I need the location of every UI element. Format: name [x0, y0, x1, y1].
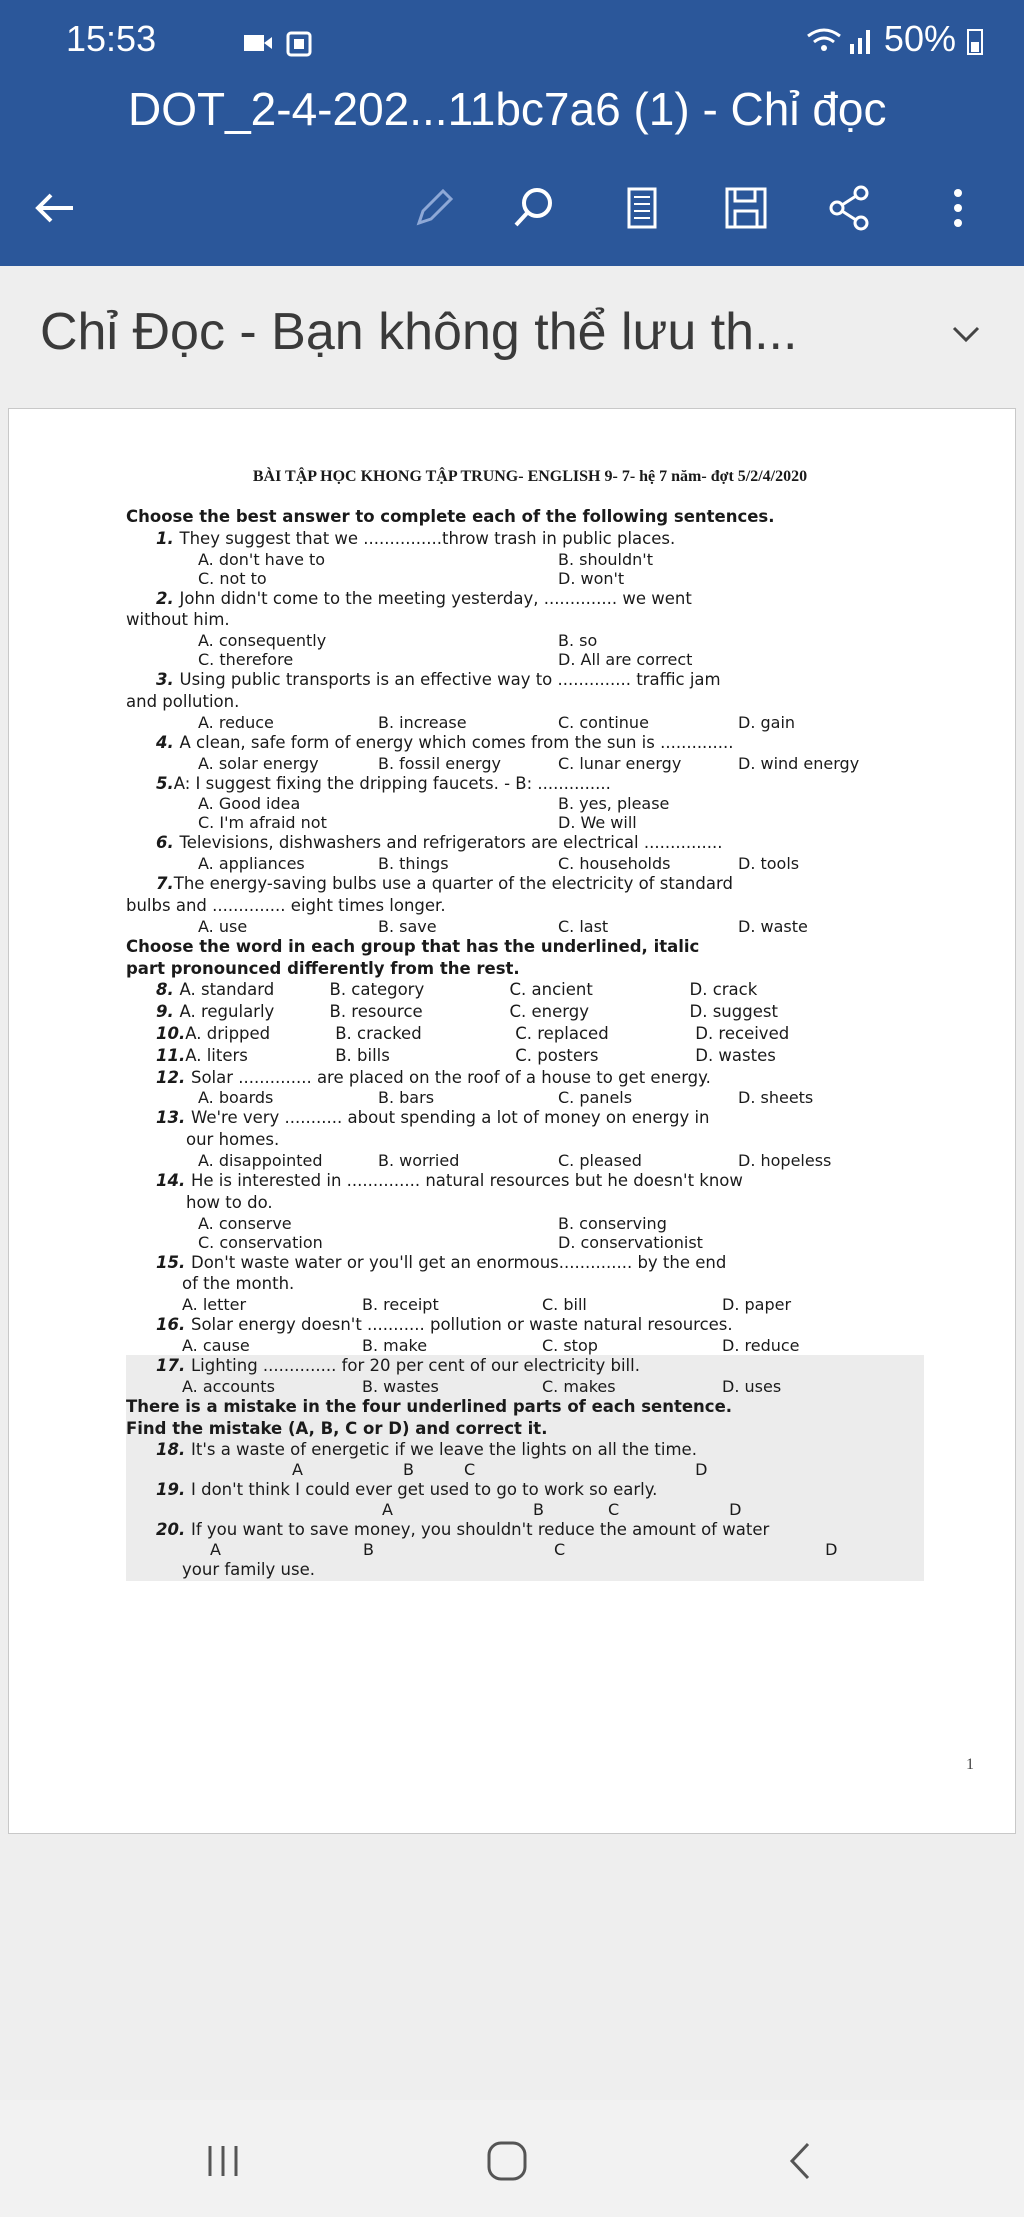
readonly-banner[interactable]	[0, 266, 1024, 406]
options: A. boards B. bars C. panels D. sheets	[198, 1088, 814, 1108]
search-icon[interactable]	[496, 170, 572, 246]
worksheet-header: BÀI TẬP HỌC KHONG TẬP TRUNG- ENGLISH 9- 7- hệ 7 năm- đợt 5/2/4/2020	[252, 468, 808, 485]
options: C. conservation D. conservationist	[198, 1232, 703, 1252]
options: A. reduce B. increase C. continue D. gain	[198, 712, 796, 732]
answer-letters: A B C D	[382, 1499, 742, 1519]
system-nav-bar	[0, 2100, 1024, 2217]
status-time: 15:53	[66, 18, 157, 59]
back-nav-icon[interactable]	[776, 2136, 826, 2186]
save-icon[interactable]	[708, 170, 784, 246]
section-heading-cont: part pronounced differently from the rest.	[126, 958, 520, 978]
answer-letters: A B C D	[210, 1539, 838, 1559]
status-right	[804, 18, 984, 60]
question-18: 18. It's a waste of energetic if we leave the lights on all the time.	[156, 1440, 697, 1460]
options: C. therefore D. All are correct	[198, 650, 693, 670]
options: A. consequently B. so	[198, 631, 598, 651]
question-20-cont: your family use.	[182, 1559, 315, 1579]
options: A. appliances B. things C. households D. tools	[198, 854, 800, 874]
options: A. disappointed B. worried C. pleased D. hopeless	[198, 1150, 832, 1170]
question-11: 11.A. liters B. bills C. posters D. wastes	[156, 1045, 776, 1065]
more-icon[interactable]	[920, 170, 996, 246]
section-heading: Choose the best answer to complete each of the following sentences.	[126, 507, 775, 526]
question-14-cont: how to do.	[186, 1192, 273, 1212]
options: A. Good idea B. yes, please	[198, 794, 670, 814]
shaded-block	[126, 1355, 924, 1581]
question-8: 8. A. standard B. category C. ancient D. crack	[156, 980, 758, 1000]
share-icon[interactable]	[812, 170, 888, 246]
question-12: 12. Solar .............. are placed on the roof of a house to get energy.	[156, 1067, 711, 1087]
options: C. not to D. won't	[198, 568, 625, 588]
question-13: 13. We're very ........... about spending a lot of money on energy in	[156, 1108, 710, 1128]
question-10: 10.A. dripped B. cracked C. replaced D. received	[156, 1023, 790, 1043]
section-heading: Choose the word in each group that has the underlined, italic	[126, 936, 700, 956]
status-bar	[66, 14, 984, 64]
options: C. I'm afraid not D. We will	[198, 813, 637, 833]
question-15: 15. Don't waste water or you'll get an enormous.............. by the end	[156, 1252, 727, 1272]
question-3-cont: and pollution.	[126, 691, 240, 711]
toolbar	[0, 170, 1024, 246]
question-15-cont: of the month.	[182, 1274, 295, 1294]
question-3: 3. Using public transports is an effective way to .............. traffic jam	[156, 670, 721, 690]
scanned-worksheet	[126, 454, 924, 1742]
options: A. cause B. make C. stop D. reduce	[182, 1335, 800, 1355]
question-20: 20. If you want to save money, you shouldn't reduce the amount of water	[156, 1519, 770, 1539]
options: A. accounts B. wastes C. makes D. uses	[182, 1376, 782, 1396]
home-icon[interactable]	[482, 2136, 532, 2186]
app-header	[0, 0, 1024, 266]
question-19: 19. I don't think I could ever get used to go to work so early.	[156, 1480, 658, 1500]
document-title: DOT_2-4-202...11bc7a6 (1) - Chỉ đọc	[128, 83, 887, 135]
question-7-cont: bulbs and .............. eight times longer.	[126, 895, 446, 915]
back-icon[interactable]	[18, 170, 94, 246]
readonly-text: Chỉ Đọc - Bạn không thể lưu th...	[40, 303, 798, 361]
notification-icons	[244, 26, 314, 68]
question-7: 7.The energy-saving bulbs use a quarter of the electricity of standard	[156, 874, 733, 894]
question-5: 5.A: I suggest fixing the dripping faucets. - B: ..............	[156, 773, 611, 793]
question-9: 9. A. regularly B. resource C. energy D. suggest	[156, 1002, 778, 1022]
options: A. use B. save C. last D. waste	[198, 916, 808, 936]
question-2: 2. John didn't come to the meeting yesterday, .............. we went	[156, 588, 692, 608]
question-14: 14. He is interested in .............. natural resources but he doesn't know	[156, 1170, 743, 1190]
answer-letters: A B C D	[292, 1460, 708, 1480]
options: A. letter B. receipt C. bill D. paper	[182, 1295, 792, 1315]
section-heading: There is a mistake in the four underlined parts of each sentence.	[126, 1396, 733, 1416]
question-2-cont: without him.	[126, 610, 230, 630]
question-4: 4. A clean, safe form of energy which comes from the sun is ..............	[156, 732, 734, 752]
options: A. conserve B. conserving	[198, 1213, 667, 1233]
question-1: 1. They suggest that we ...............throw trash in public places.	[156, 528, 676, 548]
edit-icon[interactable]	[396, 170, 472, 246]
battery-level: 50%	[883, 18, 956, 59]
reader-icon[interactable]	[604, 170, 680, 246]
question-17: 17. Lighting .............. for 20 per cent of our electricity bill.	[156, 1355, 640, 1375]
section-heading-cont: Find the mistake (A, B, C or D) and correct it.	[126, 1418, 548, 1438]
options: A. solar energy B. fossil energy C. lunar energy D. wind energy	[198, 753, 860, 773]
question-6: 6. Televisions, dishwashers and refrigerators are electrical ...............	[156, 833, 723, 853]
chevron-down-icon[interactable]	[944, 312, 988, 356]
recents-icon[interactable]	[198, 2136, 248, 2186]
page-number: 1	[966, 1756, 974, 1773]
question-16: 16. Solar energy doesn't ........... pollution or waste natural resources.	[156, 1315, 733, 1335]
options: A. don't have to B. shouldn't	[198, 549, 653, 569]
question-13-cont: our homes.	[186, 1130, 280, 1150]
